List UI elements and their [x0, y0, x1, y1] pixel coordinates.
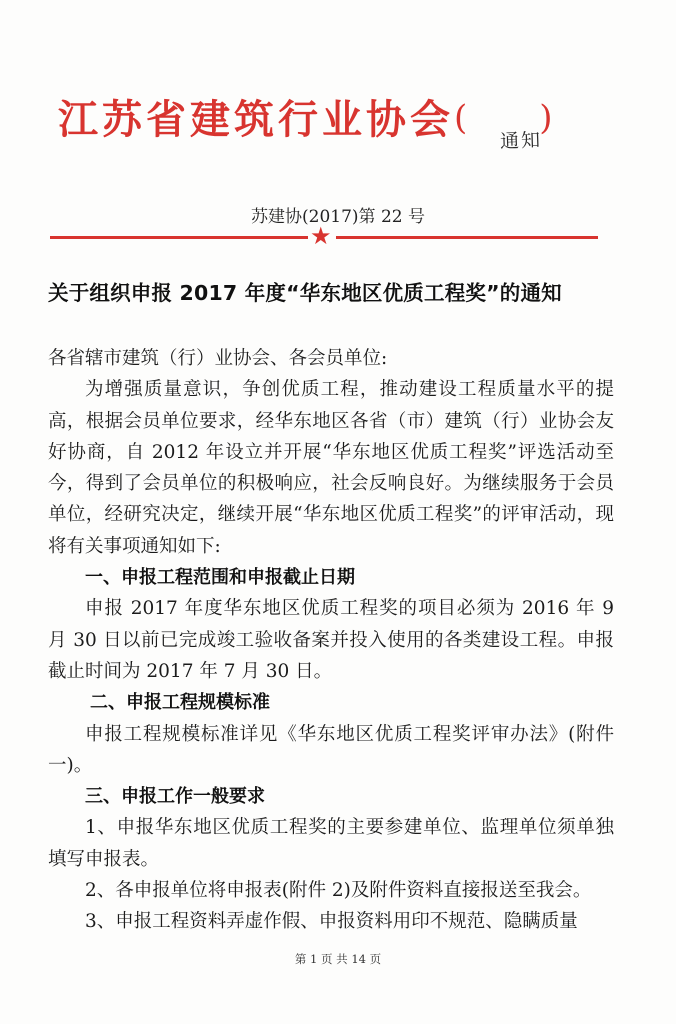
- notice-title: 关于组织申报 2017 年度“华东地区优质工程奖”的通知: [48, 281, 562, 305]
- star-icon: ★: [310, 222, 332, 250]
- paren-open: (: [454, 98, 468, 138]
- salutation: 各省辖市建筑（行）业协会、各会员单位:: [48, 348, 388, 369]
- page-number: 第 1 页 共 14 页: [294, 952, 382, 966]
- letterhead: [58, 88, 553, 145]
- section-paragraph: 申报工程规模标准详见《华东地区优质工程奖评审办法》(附件一)。: [48, 723, 614, 776]
- section-heading: 三、申报工作一般要求: [85, 786, 265, 808]
- section-paragraph: 1、申报华东地区优质工程奖的主要参建单位、监理单位须单独填写申报表。: [48, 817, 614, 870]
- section-heading: 一、申报工程范围和申报截止日期: [85, 567, 355, 589]
- section-paragraph: 2、各申报单位将申报表(附件 2)及附件资料直接报送至我会。: [85, 880, 592, 902]
- section-heading: 二、申报工程规模标准: [90, 692, 270, 714]
- intro-paragraph: 为增强质量意识，争创优质工程，推动建设工程质量水平的提高，根据会员单位要求，经华东地区各省（市）建筑（行）业协会友好协商，自 2012 年设立并开展“华东地区优质工程奖”评选活动至今，得到了会员单位的积极响应，社会反响良好。为继续服务于会员单位，经研究决定，继续开展“华东地区优质工程奖”的评审活动，现将有关事项通知如下:: [48, 379, 614, 557]
- handwritten-annotation: 通知: [499, 129, 543, 153]
- document-number: 苏建协(2017)第 22 号: [251, 207, 425, 227]
- red-divider-left: [50, 236, 308, 239]
- red-divider-right: [336, 236, 598, 239]
- paren-close: ): [539, 98, 553, 138]
- organization-name: 江苏省建筑行业协会: [58, 96, 454, 143]
- notice-body: [48, 343, 614, 938]
- section-paragraph: 申报 2017 年度华东地区优质工程奖的项目必须为 2016 年 9 月 30 日以前已完成竣工验收备案并投入使用的各类建设工程。申报截止时间为 2017 年 7 月 30 日。: [48, 598, 614, 682]
- section-paragraph: 3、申报工程资料弄虚作假、申报资料用印不规范、隐瞒质量: [85, 911, 578, 933]
